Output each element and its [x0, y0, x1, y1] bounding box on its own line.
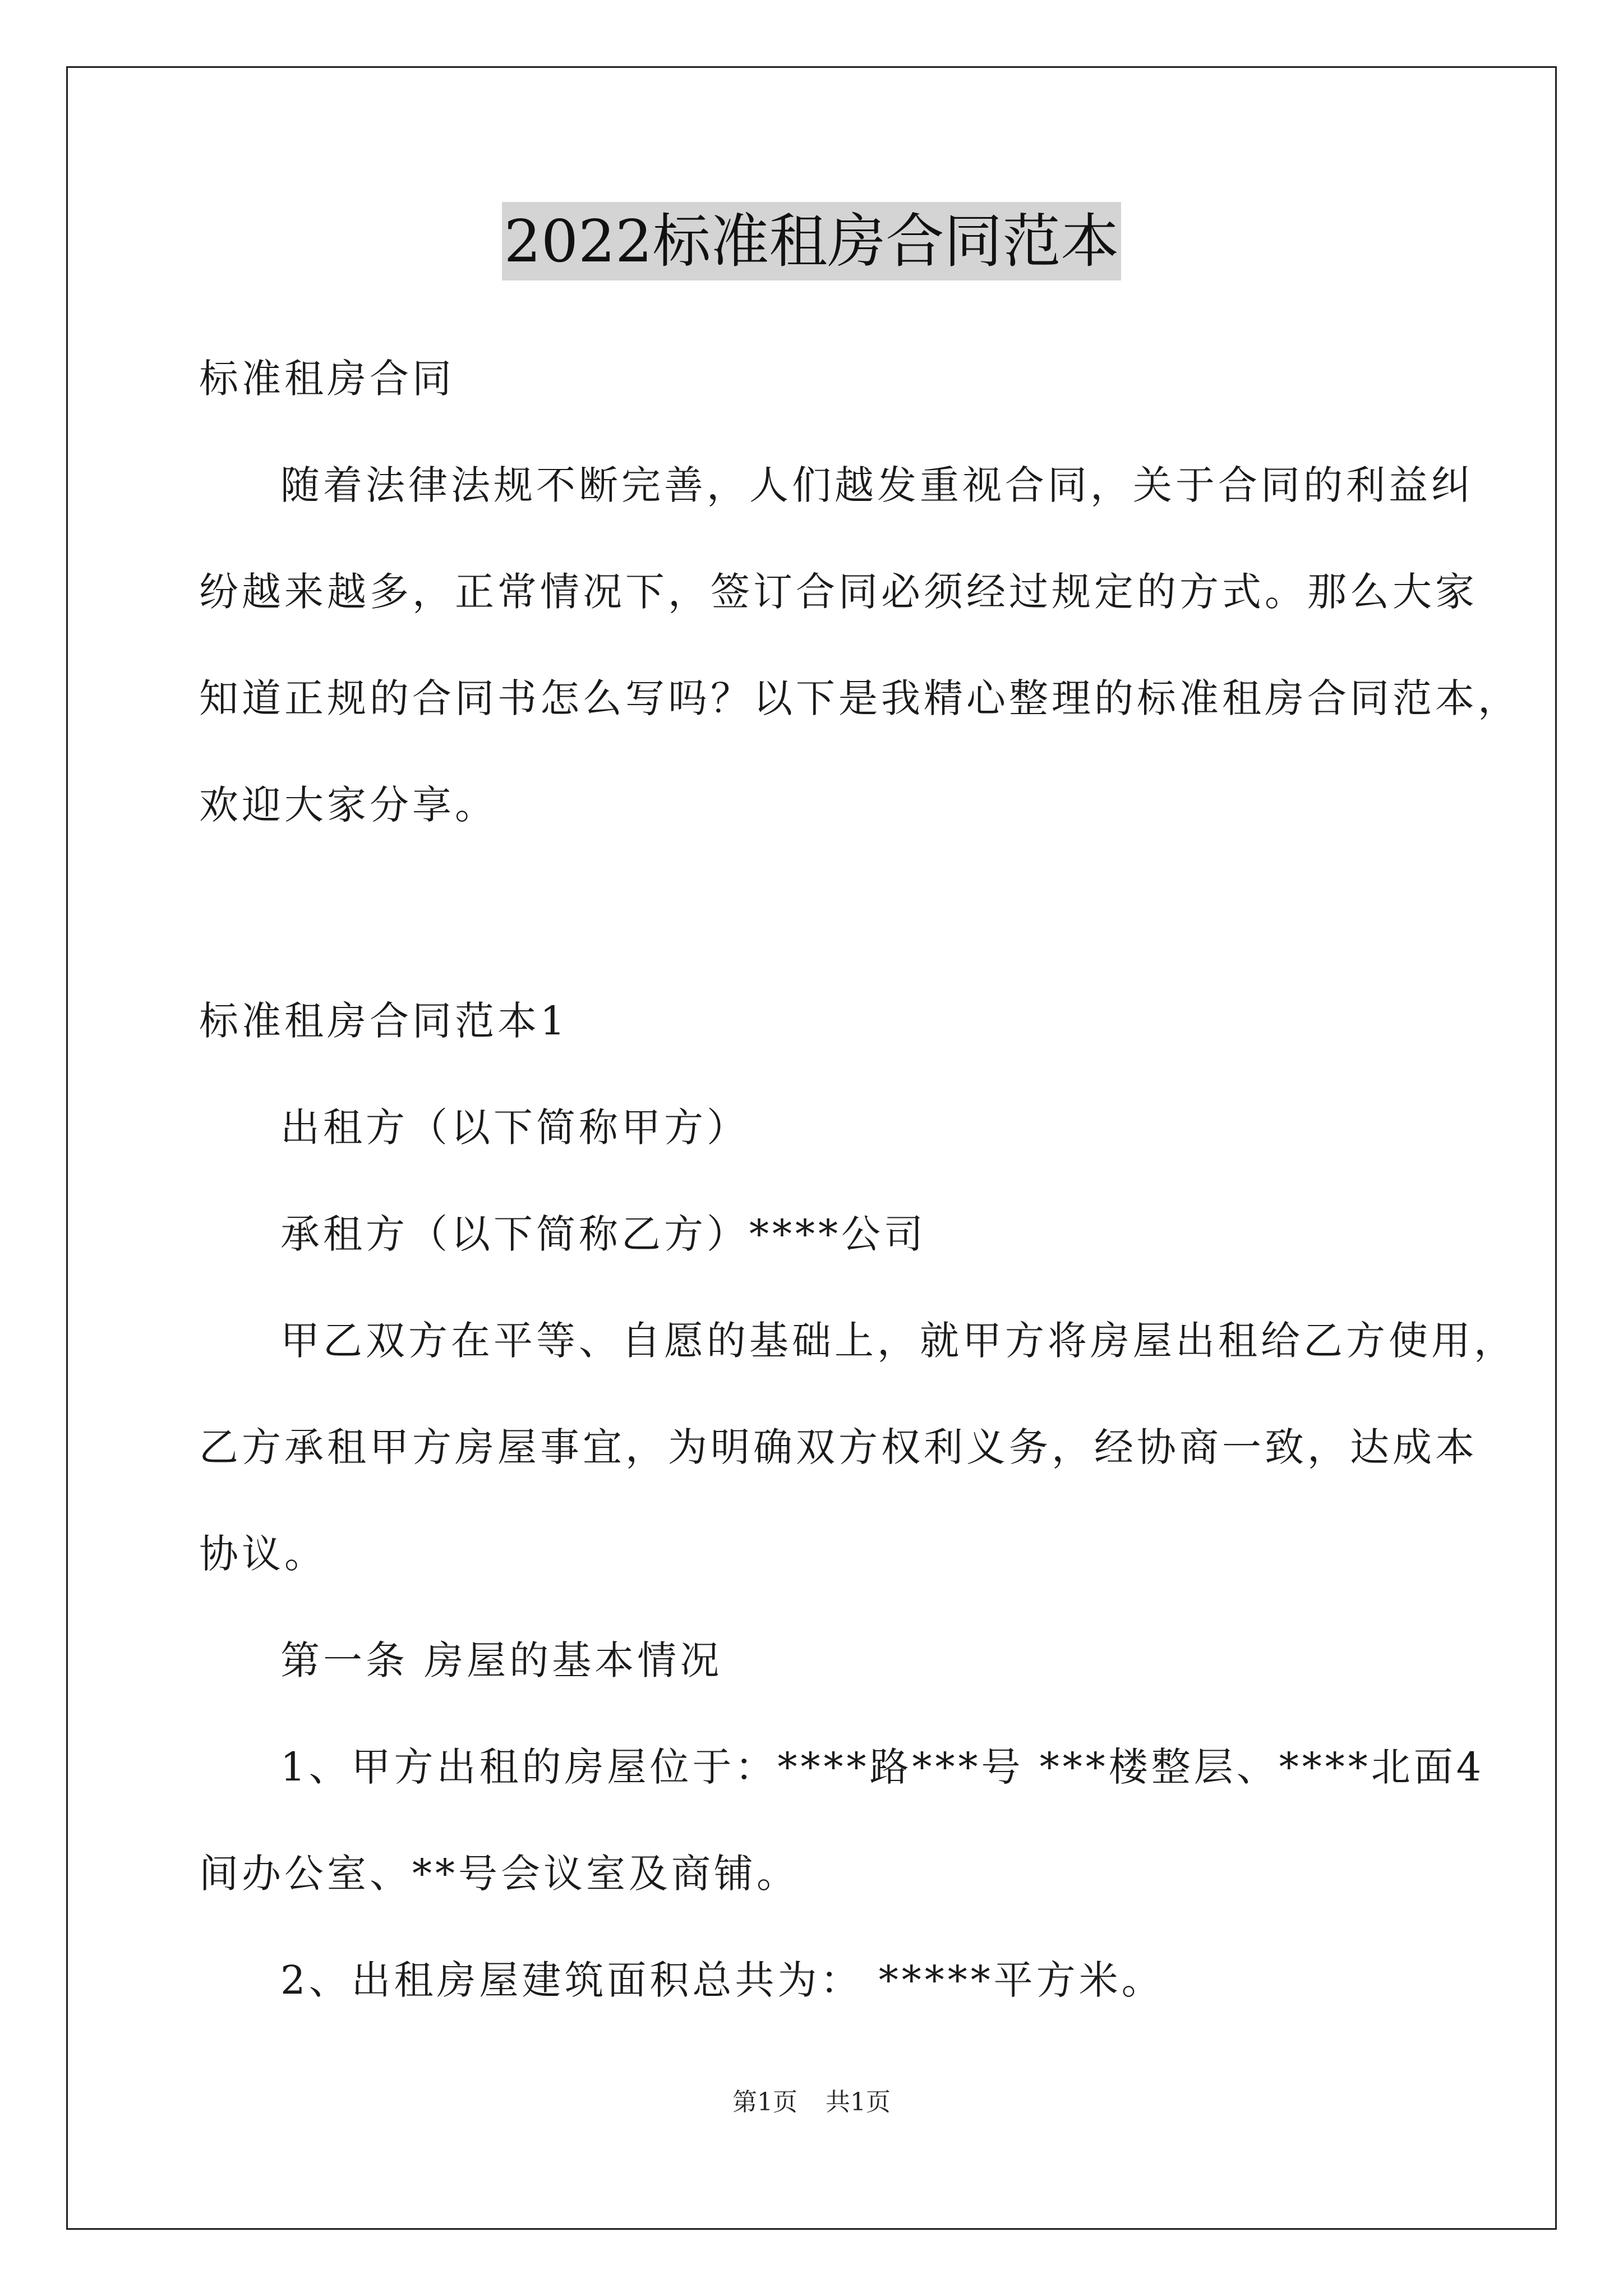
agreement-paragraph-line: 甲乙双方在平等、自愿的基础上，就甲方将房屋出租给乙方使用， — [280, 1318, 1516, 1364]
lessor-line: 出租方（以下简称甲方） — [280, 1105, 749, 1151]
intro-paragraph-line: 纷越来越多，正常情况下，签订合同必须经过规定的方式。那么大家 — [199, 569, 1478, 615]
title-container — [0, 202, 1623, 280]
intro-heading: 标准租房合同 — [199, 356, 455, 402]
clause-line: 间办公室、**号会议室及商铺。 — [199, 1851, 799, 1897]
page-count: 共1页 — [826, 2088, 891, 2116]
agreement-paragraph-line: 协议。 — [199, 1531, 327, 1577]
intro-paragraph-line: 知道正规的合同书怎么写吗？以下是我精心整理的标准租房合同范本， — [199, 675, 1520, 721]
section-heading: 标准租房合同范本1 — [199, 998, 569, 1044]
intro-paragraph-line: 欢迎大家分享。 — [199, 782, 497, 828]
page-number: 第1页 — [732, 2088, 797, 2116]
article-heading: 第一条 房屋的基本情况 — [280, 1637, 723, 1683]
clause-line: 1、甲方出租的房屋位于：****路***号 ***楼整层、****北面4 — [280, 1744, 1485, 1790]
agreement-paragraph-line: 乙方承租甲方房屋事宜，为明确双方权利义务，经协商一致，达成本 — [199, 1424, 1478, 1470]
intro-paragraph-line: 随着法律法规不断完善，人们越发重视合同，关于合同的利益纠 — [280, 462, 1474, 508]
lessee-line: 承租方（以下简称乙方）****公司 — [280, 1211, 926, 1257]
document-title: 2022标准租房合同范本 — [502, 202, 1122, 280]
clause-line: 2、出租房屋建筑面积总共为： *****平方米。 — [280, 1957, 1164, 2003]
page-footer — [0, 2086, 1623, 2119]
